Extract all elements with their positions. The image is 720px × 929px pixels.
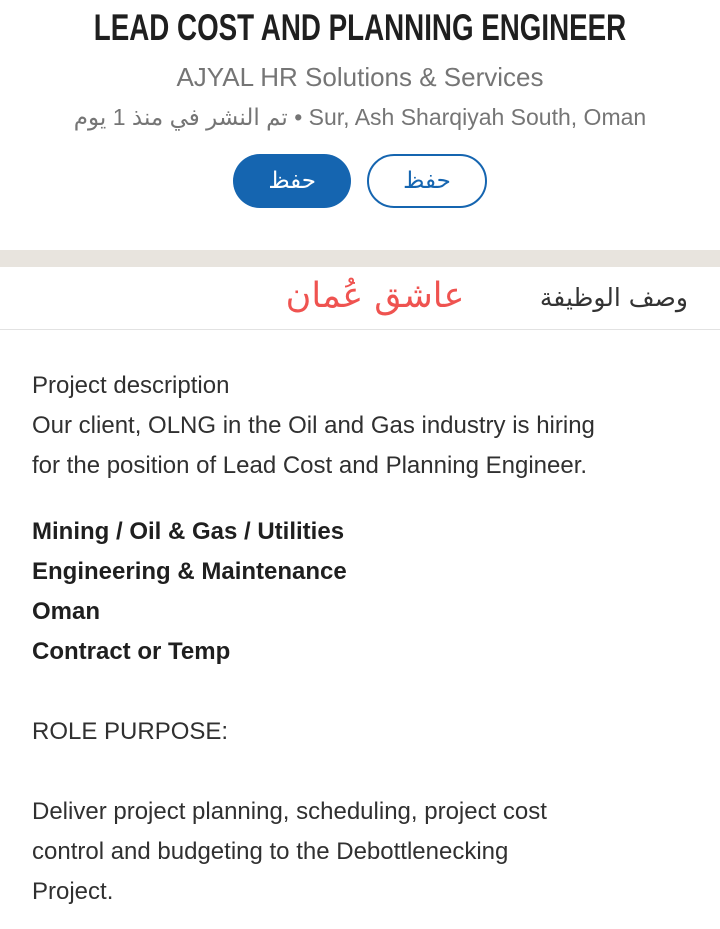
- description-line-employment-type: Contract or Temp: [32, 638, 231, 665]
- section-header-row: [0, 267, 720, 330]
- description-line: Deliver project planning, scheduling, project cost: [32, 798, 547, 825]
- description-line: for the position of Lead Cost and Planning Engineer.: [32, 452, 588, 479]
- action-buttons: [0, 154, 720, 208]
- description-line: Project description: [32, 372, 230, 399]
- company-name: AJYAL HR Solutions & Services: [176, 62, 544, 92]
- description-paragraph-highlights: [32, 512, 688, 672]
- description-line-category: Engineering & Maintenance: [32, 558, 347, 585]
- description-paragraph-role-purpose-heading: [32, 712, 688, 752]
- description-line-country: Oman: [32, 598, 101, 625]
- save-button-outlined[interactable]: حفظ: [367, 154, 487, 208]
- job-description-body: [0, 330, 720, 912]
- description-line: ROLE PURPOSE:: [32, 718, 229, 745]
- description-line-industry: Mining / Oil & Gas / Utilities: [32, 518, 345, 545]
- watermark-text: عاشق عُمان: [285, 276, 465, 316]
- description-paragraph-role-purpose: [32, 792, 688, 912]
- description-line: Our client, OLNG in the Oil and Gas industry is hiring: [32, 412, 595, 439]
- description-paragraph: [32, 366, 688, 486]
- posted-date-and-location: تم النشر في منذ 1 يوم • Sur, Ash Sharqiyah South, Oman: [73, 104, 647, 130]
- description-line: Project.: [32, 878, 114, 905]
- job-title: LEAD COST AND PLANNING ENGINEER: [93, 7, 627, 48]
- job-description-section-title: وصف الوظيفة: [539, 283, 688, 312]
- section-separator-band: [0, 250, 720, 267]
- save-button-filled[interactable]: حفظ: [233, 154, 351, 208]
- job-header: [0, 0, 720, 250]
- description-line: control and budgeting to the Debottlenecking: [32, 838, 509, 865]
